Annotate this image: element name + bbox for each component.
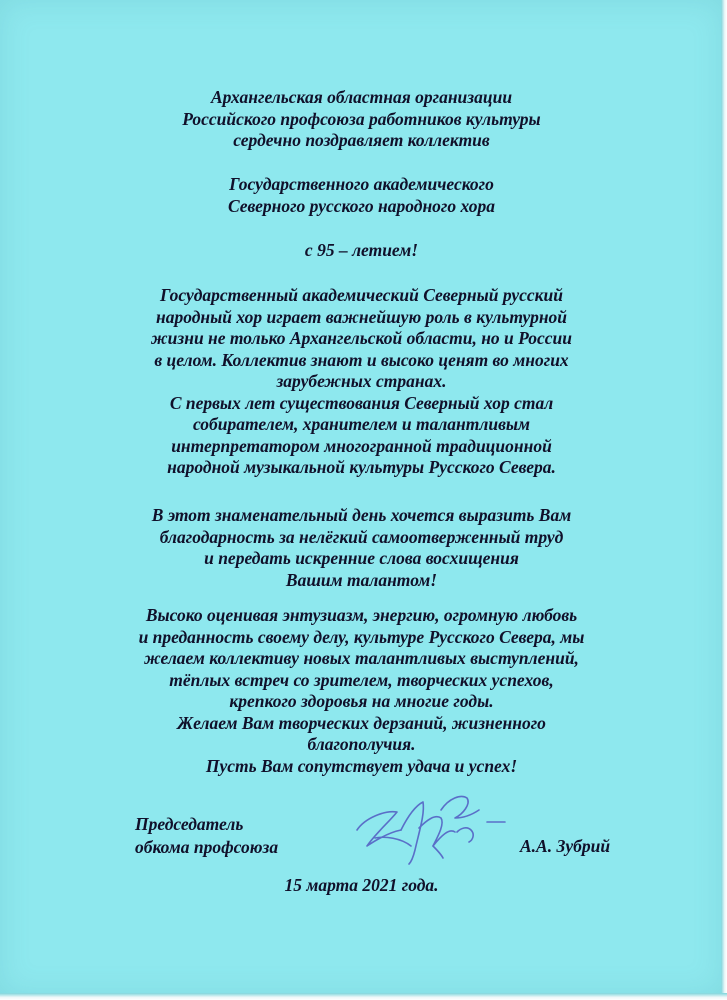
header-line: Архангельская областная организации — [210, 87, 513, 107]
paragraph-line: Пусть Вам сопутствует удача и успех! — [205, 755, 518, 776]
paragraph-line: в целом. Коллектив знают и высоко ценят во многих — [154, 349, 569, 370]
greeting-header — [0, 87, 723, 152]
anniversary-line — [0, 240, 723, 262]
paragraph-line: и преданность своему делу, культуре Русского Севера, мы — [138, 626, 585, 647]
header-line: Российского профсоюза работников культуры — [182, 108, 541, 129]
paragraph-line: Государственный академический Северный русский — [159, 285, 564, 305]
header-line: сердечно поздравляет коллектив — [233, 130, 490, 150]
choir-name-line: Государственного академического — [229, 174, 494, 194]
handwritten-signature — [345, 788, 515, 868]
paragraph-line: и передать искренние слова восхищения — [204, 548, 519, 568]
paragraph-line: желаем коллективу новых талантливых выступлений, — [144, 648, 579, 668]
paragraph-choir-role — [0, 285, 723, 479]
paragraph-line: благополучия. — [307, 734, 416, 754]
paragraph-line: зарубежных странах. — [276, 371, 447, 391]
signer-position-line: Председатель — [135, 814, 244, 834]
paragraph-line: Вашим талантом! — [285, 569, 438, 590]
choir-name-line: Северного русского народного хора — [227, 195, 496, 216]
paragraph-line: интерпретатором многогранной традиционной — [171, 435, 552, 456]
paragraph-line: С первых лет существования Северный хор стал — [169, 392, 554, 413]
paragraph-line: собирателем, хранителем и талантливым — [192, 414, 531, 434]
letter-date: 15 марта 2021 года. — [284, 875, 439, 895]
paragraph-line: благодарность за нелёгкий самоотверженный труд — [159, 526, 564, 547]
paper-edge-bottom — [0, 993, 727, 1000]
paragraph-line: Высоко оценивая энтузиазм, энергию, огромную любовь — [145, 605, 578, 625]
paragraph-line: народной музыкальной культуры Русского Севера. — [167, 457, 556, 477]
signer-position — [135, 813, 278, 859]
anniversary-text: с 95 – летием! — [304, 240, 419, 260]
choir-name — [0, 174, 723, 217]
paragraph-line: крепкого здоровья на многие годы. — [229, 691, 494, 711]
signer-position-line: обкома профсоюза — [135, 837, 279, 857]
paragraph-line: Желаем Вам творческих дерзаний, жизненного — [177, 712, 546, 733]
paragraph-line: жизни не только Архангельской области, но и России — [151, 328, 572, 348]
paragraph-line: тёплых встреч со зрителем, творческих успехов, — [169, 669, 554, 690]
paragraph-line: В этот знаменательный день хочется выразить Вам — [151, 505, 572, 525]
paragraph-wishes — [0, 605, 723, 777]
signer-name: А.А. Зубрий — [520, 836, 611, 856]
paragraph-gratitude — [0, 505, 723, 591]
paragraph-line: народный хор играет важнейшую роль в культурной — [155, 306, 568, 327]
